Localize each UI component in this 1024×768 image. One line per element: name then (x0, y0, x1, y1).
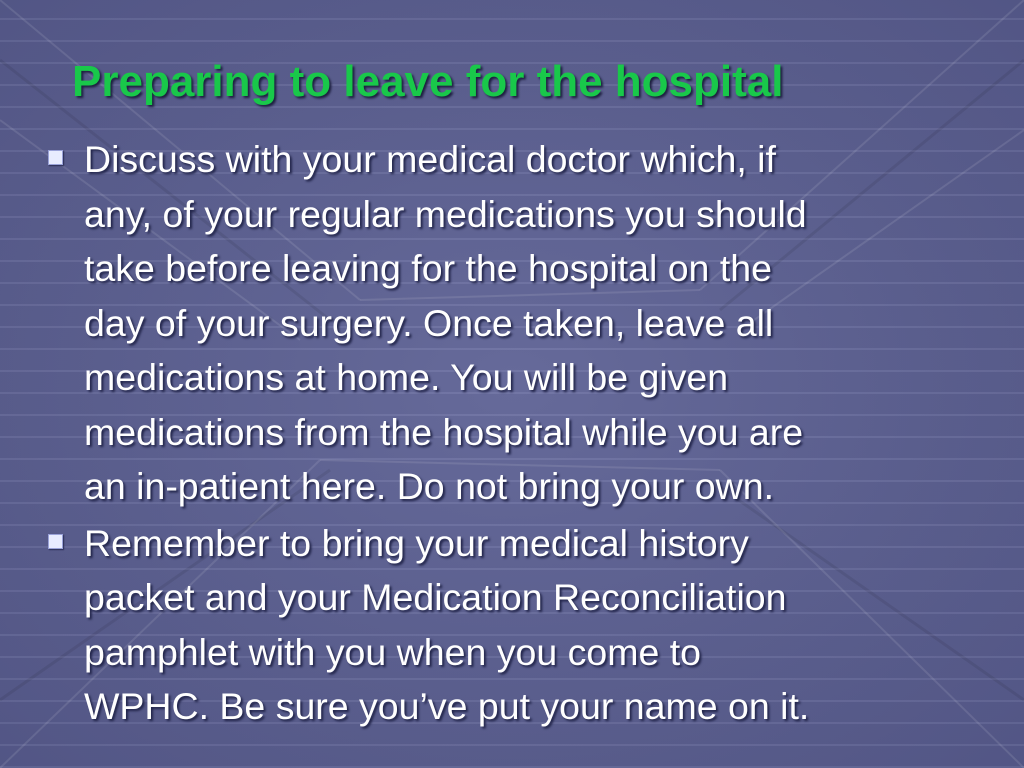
bullet-list (44, 132, 994, 736)
bullet-text-line: WPHC. Be sure you’ve put your name on it. (84, 685, 810, 727)
bullet-text-line: take before leaving for the hospital on the (84, 247, 772, 289)
slide-title: Preparing to leave for the hospital (72, 57, 784, 106)
bullet-text-line: Discuss with your medical doctor which, if (84, 138, 776, 180)
bullet-text-line: Remember to bring your medical history (84, 521, 749, 564)
bullet-text-line: pamphlet with you when you come to (84, 630, 702, 673)
bullet-item (44, 132, 994, 514)
bullet-item (44, 516, 994, 734)
square-bullet-icon (48, 150, 63, 165)
bullet-text-line: day of your surgery. Once taken, leave all (84, 301, 774, 344)
bullet-text-line: medications at home. You will be given (84, 356, 729, 398)
bullet-text-line: an in-patient here. Do not bring your own. (84, 465, 774, 507)
square-bullet-icon (48, 534, 63, 549)
bullet-text-line: medications from the hospital while you are (84, 410, 804, 453)
bullet-text-line: any, of your regular medications you should (84, 192, 807, 235)
bullet-text-line: packet and your Medication Reconciliation (84, 576, 787, 618)
